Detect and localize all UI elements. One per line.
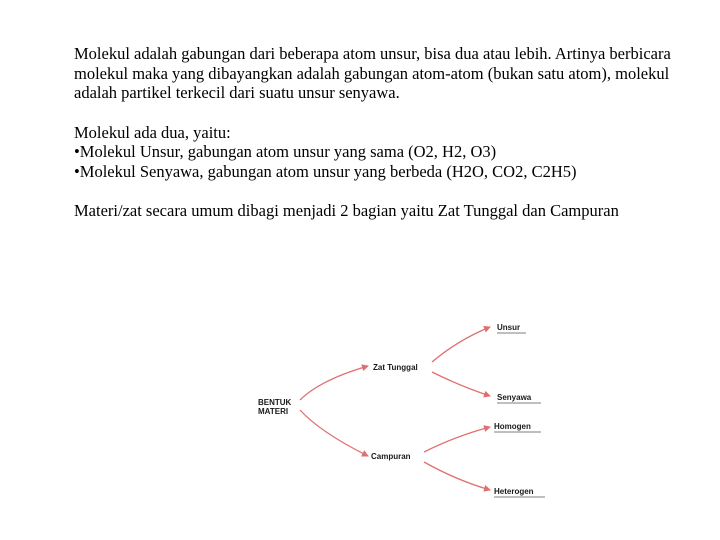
leaf-label-unsur: Unsur: [497, 323, 521, 332]
paragraph-molekul-definition: Molekul adalah gabungan dari beberapa atom unsur, bisa dua atau lebih. Artinya berbicara molekul maka yang dibayangkan adalah gabungan atom-atom (bukan satu atom), molekul adalah partikel terkecil dari suatu unsur senyawa.: [74, 44, 671, 102]
bullet-text: Molekul Unsur, gabungan atom unsur yang sama (O2, H2, O3): [79, 142, 497, 161]
arrow-zat-tunggal-to-senyawa: [432, 372, 490, 396]
bullet-text: Molekul Senyawa, gabungan atom unsur yang berbeda (H2O, CO2, C2H5): [79, 161, 577, 181]
leaf-label-heterogen: Heterogen: [494, 487, 534, 496]
root-label-line1: BENTUK: [258, 398, 292, 407]
leaf-label-homogen: Homogen: [494, 422, 531, 431]
branch-label-campuran: Campuran: [371, 452, 411, 461]
bullet-symbol: •: [74, 161, 80, 181]
arrow-root-to-campuran: [300, 410, 368, 456]
molekul-types-intro: Molekul ada dua, yaitu:: [74, 122, 231, 142]
arrow-campuran-to-heterogen: [424, 462, 490, 490]
bullet-symbol: •: [74, 142, 80, 161]
root-label-line2: MATERI: [258, 407, 289, 416]
arrow-campuran-to-homogen: [424, 427, 490, 452]
arrow-zat-tunggal-to-unsur: [432, 327, 490, 362]
arrow-root-to-zat-tunggal: [300, 366, 368, 400]
leaf-label-senyawa: Senyawa: [497, 393, 532, 402]
paragraph-materi-division: Materi/zat secara umum dibagi menjadi 2 bagian yaitu Zat Tunggal dan Campuran: [74, 201, 619, 220]
branch-label-zat-tunggal: Zat Tunggal: [373, 363, 418, 372]
